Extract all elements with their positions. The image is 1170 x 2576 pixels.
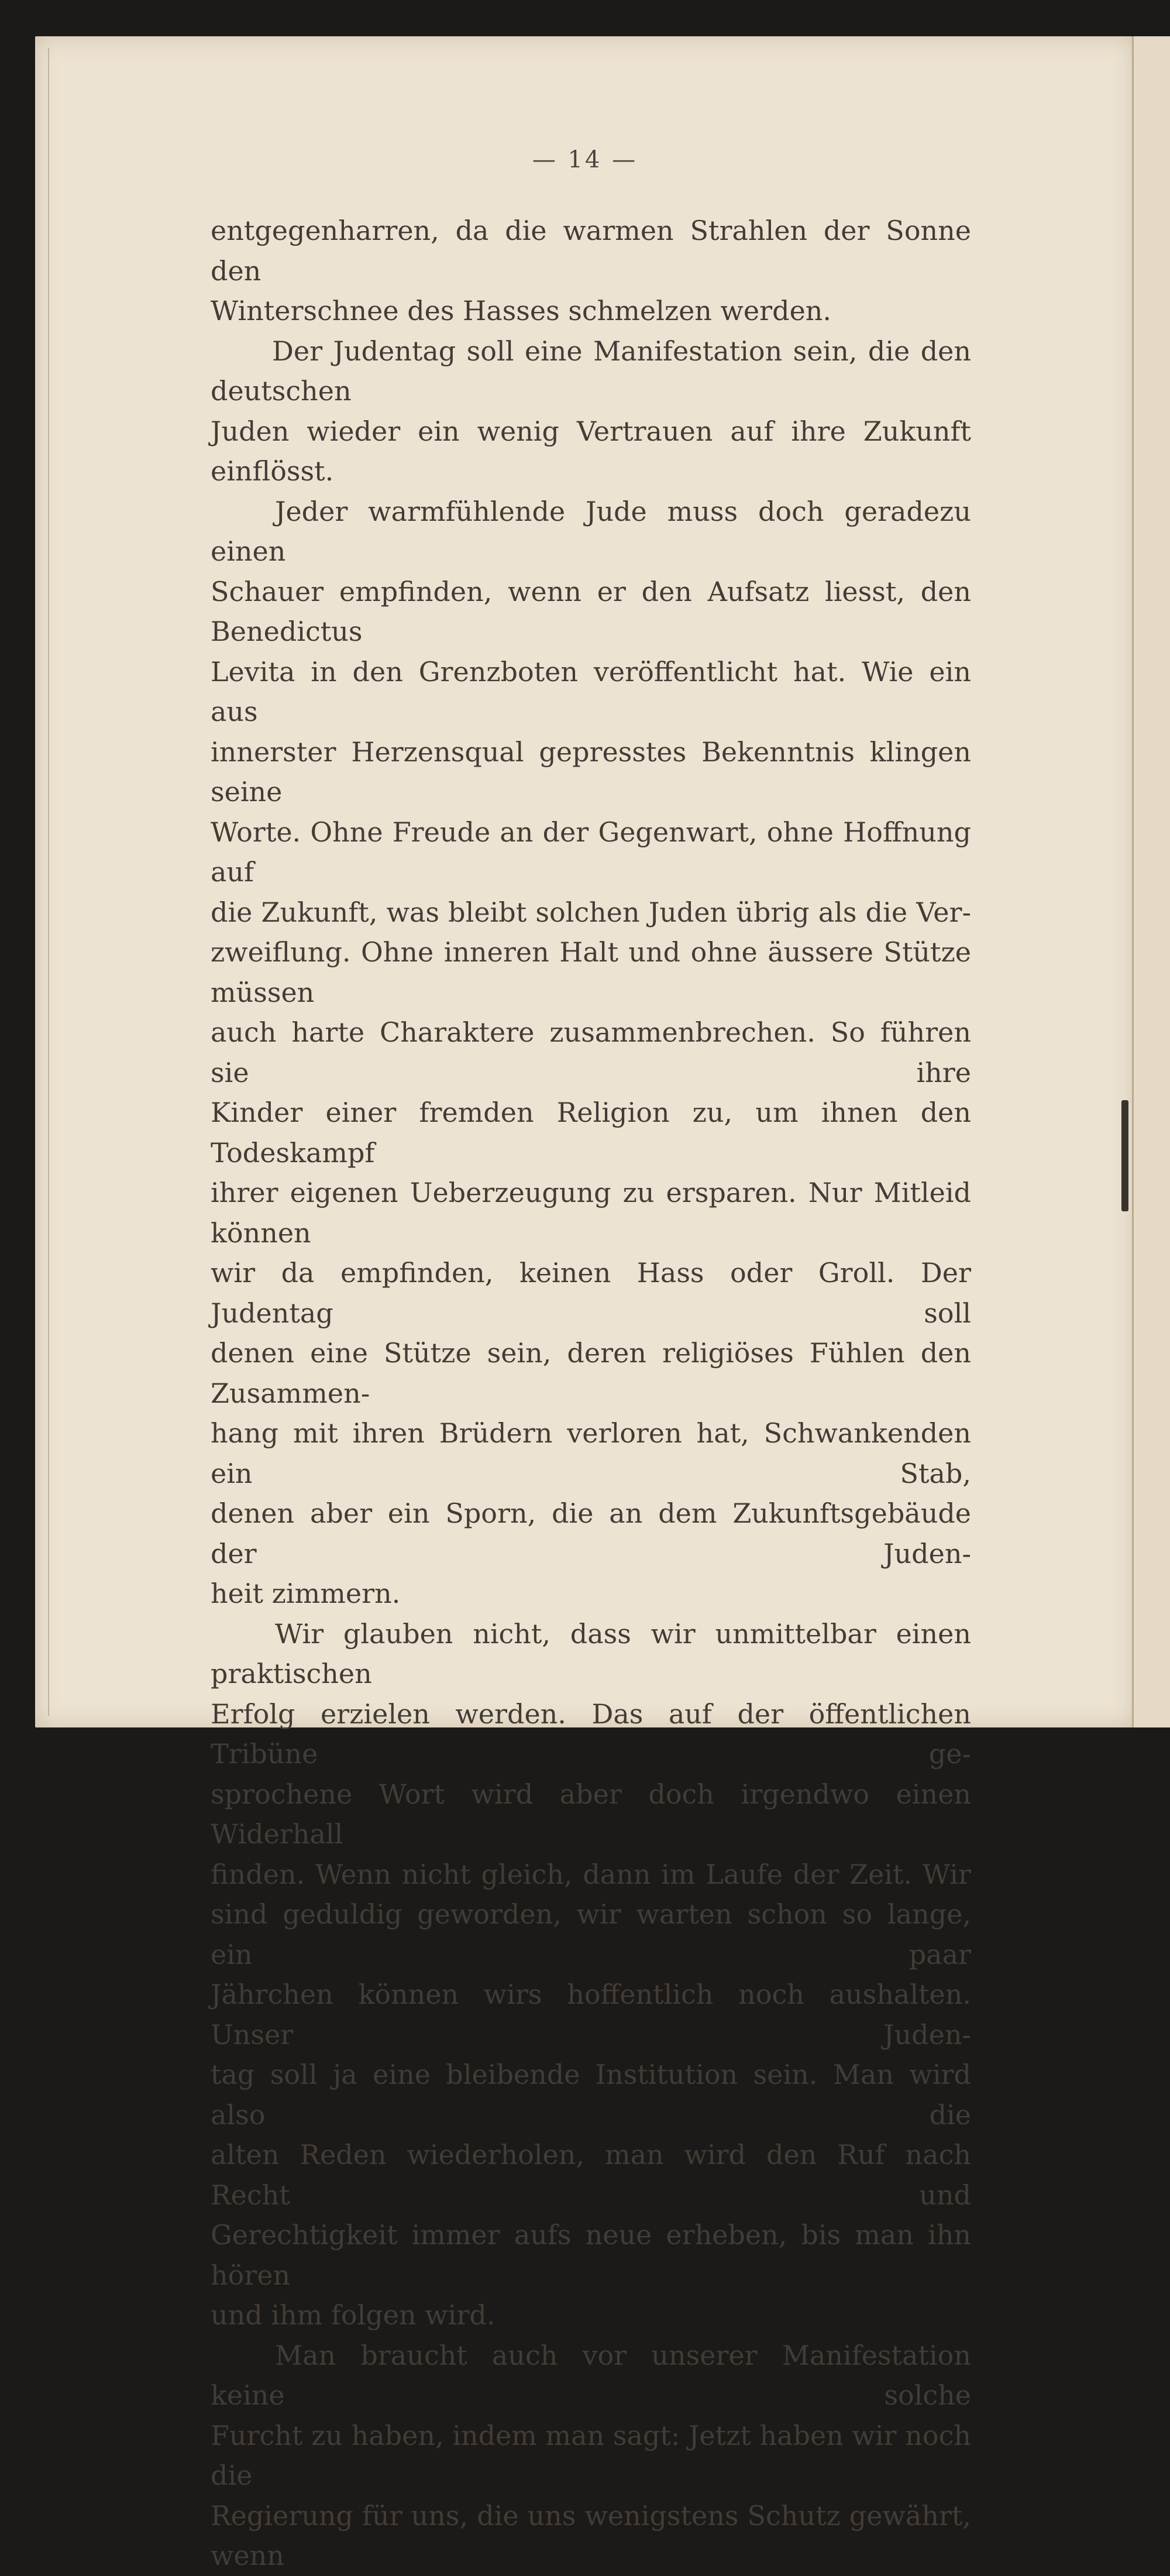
text-line: auch harte Charaktere zusammenbrechen. So führen sie ihre: [211, 1016, 971, 1088]
text-line: ihrer eigenen Ueberzeugung zu ersparen. Nur Mitleid können: [211, 1177, 971, 1249]
text-line: und ihm folgen wird.: [211, 2299, 495, 2331]
text-line: hang mit ihren Brüdern verloren hat, Schwankenden ein Stab,: [211, 1417, 971, 1489]
text-line: wir da empfinden, keinen Hass oder Groll. Der Judentag soll: [211, 1257, 971, 1329]
text-line: Winterschnee des Hasses schmelzen werden.: [211, 295, 832, 327]
binding-marker: [1121, 1100, 1128, 1211]
text-line: Jeder warmfühlende Jude muss doch geradezu einen: [211, 495, 971, 567]
text-line: sind geduldig geworden, wir warten schon so lange, ein paar: [211, 1898, 971, 1970]
page-number: — 14 —: [532, 146, 638, 173]
text-line: Worte. Ohne Freude an der Gegenwart, ohne Hoffnung auf: [211, 816, 971, 888]
text-line: finden. Wenn nicht gleich, dann im Laufe der Zeit. Wir: [211, 1858, 971, 1890]
page-body: [211, 211, 971, 2576]
text-line: Levita in den Grenzboten veröffentlicht hat. Wie ein aus: [211, 655, 971, 727]
text-line: Furcht zu haben, indem man sagt: Jetzt haben wir noch die: [211, 2419, 971, 2491]
text-line: denen eine Stütze sein, deren religiöses Fühlen den Zusammen-: [211, 1337, 971, 1409]
text-line: Gerechtigkeit immer aufs neue erheben, bis man ihn hören: [211, 2219, 971, 2291]
text-line: Man braucht auch vor unserer Manifestation keine solche: [211, 2339, 971, 2411]
text-line: tag soll ja eine bleibende Institution sein. Man wird also die: [211, 2059, 971, 2131]
text-line: Juden wieder ein wenig Vertrauen auf ihre Zukunft einflösst.: [211, 415, 971, 487]
text-line: Regierung für uns, die uns wenigstens Schutz gewährt, wenn: [211, 2499, 971, 2571]
adjacent-page-edge: [1132, 36, 1170, 1727]
text-line: heit zimmern.: [211, 1578, 401, 1609]
text-line: denen aber ein Sporn, die an dem Zukunftsgebäude der Juden-: [211, 1497, 971, 1569]
text-line: alten Reden wiederholen, man wird den Ruf nach Recht und: [211, 2139, 971, 2211]
text-line: zweiflung. Ohne inneren Halt und ohne äussere Stütze müssen: [211, 936, 971, 1008]
text-line: Der Judentag soll eine Manifestation sein, die den deutschen: [211, 335, 971, 407]
text-line: Schauer empfinden, wenn er den Aufsatz liesst, den Benedictus: [211, 575, 971, 647]
text-line: Wir glauben nicht, dass wir unmittelbar einen praktischen: [211, 1617, 971, 1689]
text-line: die Zukunft, was bleibt solchen Juden übrig als die Ver-: [211, 896, 971, 928]
text-line: Jährchen können wirs hoffentlich noch aushalten. Unser Juden-: [211, 1979, 971, 2051]
text-line: innerster Herzensqual gepresstes Bekenntnis klingen seine: [211, 736, 971, 808]
text-line: entgegenharren, da die warmen Strahlen der Sonne den: [211, 215, 971, 287]
text-line: Erfolg erzielen werden. Das auf der öffentlichen Tribüne ge-: [211, 1698, 971, 1770]
text-line: sprochene Wort wird aber doch irgendwo einen Widerhall: [211, 1778, 971, 1850]
text-line: Kinder einer fremden Religion zu, um ihnen den Todeskampf: [211, 1097, 971, 1169]
